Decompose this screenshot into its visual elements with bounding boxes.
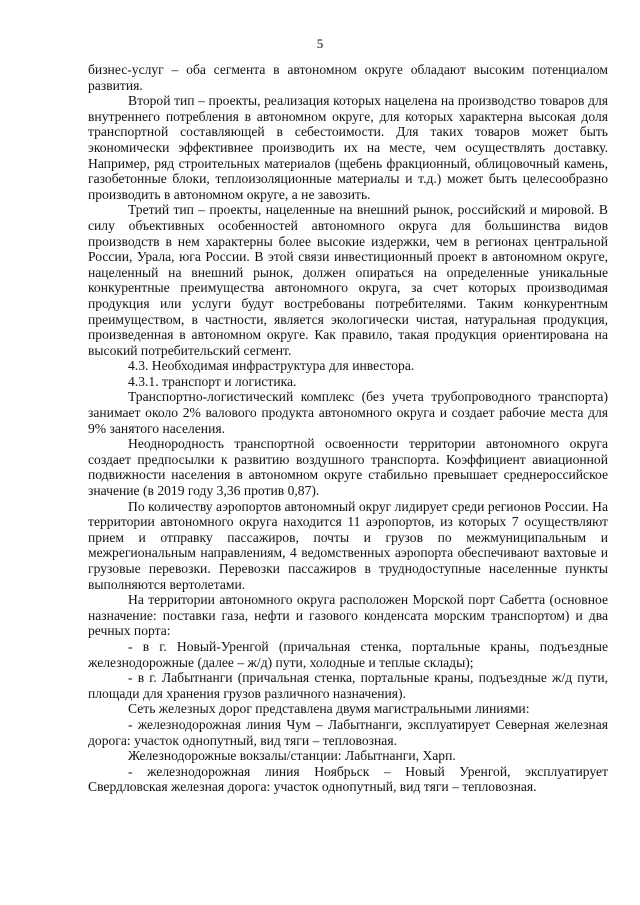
paragraph-transport-complex: Транспортно-логистический комплекс (без учета трубопроводного транспорта) занимает около 2% валового продукта автономного округа и создает рабочие места для 9% занятого населения. [88, 389, 608, 436]
paragraph-airports: По количеству аэропортов автономный округ лидирует среди регионов России. На территории автономного округа находится 11 аэропортов, из которых 7 осуществляют прием и отправку пассажиров, почты и грузов по межмуниципальным и межрегиональным направлениям, 4 ведомственных аэропорта обеспечивают вахтовые и грузовые перевозки. Перевозки пассажиров в труднодоступные населенные пункты выполняются вертолетами. [88, 498, 608, 592]
list-item-labytnangi: - в г. Лабытнанги (причальная стенка, портальные краны, подъездные ж/д пути, площади для хранения грузов различного назначения). [88, 670, 608, 701]
paragraph-air-transport: Неоднородность транспортной освоенности территории автономного округа создает предпосылки к развитию воздушного транспорта. Коэффициент авиационной подвижности населения в автономном округе стабильно превышает среднероссийское значение (в 2019 году 3,36 против 0,87). [88, 436, 608, 499]
document-body [88, 62, 608, 795]
page-number: 5 [316, 36, 324, 51]
paragraph-type-two: Второй тип – проекты, реализация которых нацелена на производство товаров для внутреннего потребления в автономном округе, для которых характерна высокая доля транспортной составляющей в себестоимости. Для таких товаров может быть экономически эффективнее производить их на месте, чем осуществлять доставку. Например, ряд строительных материалов (щебень фракционный, облицовочный камень, газобетонные блоки, теплоизоляционные материалы и т.д.) может быть целесообразно производить в автономном округе, а не завозить. [88, 93, 608, 202]
paragraph-type-three: Третий тип – проекты, нацеленные на внешний рынок, российский и мировой. В силу объективных особенностей автономного округа для большинства видов производств в нем характерны более высокие издержки, чем в регионах центральной России, Урала, юга России. В этой связи инвестиционный проект в автономном округе, нацеленный на внешний рынок, должен опираться на определенные уникальные конкурентные преимущества автономного округа, за счет которых производимая продукция или услуги будут востребованы потребителями. Таким конкурентным преимуществом, в частности, является экологически чистая, натуральная продукция, произведенная в автономном округе. Как правило, такая продукция ориентирована на высокий потребительский сегмент. [88, 202, 608, 358]
subsection-heading-4-3-1: 4.3.1. транспорт и логистика. [128, 373, 297, 389]
section-heading-4-3: 4.3. Необходимая инфраструктура для инвестора. [128, 358, 415, 374]
paragraph-stations: Железнодорожные вокзалы/станции: Лабытнанги, Харп. [128, 748, 456, 764]
paragraph-railways: Сеть железных дорог представлена двумя магистральными линиями: [128, 701, 530, 717]
paragraph-continuation: бизнес-услуг – оба сегмента в автономном округе обладают высоким потенциалом развития. [88, 62, 608, 93]
list-item-novy-urengoy: - в г. Новый-Уренгой (причальная стенка, портальные краны, подъездные железнодорожные (далее – ж/д) пути, холодные и теплые склады); [88, 638, 608, 670]
paragraph-ports: На территории автономного округа расположен Морской порт Сабетта (основное назначение: поставки газа, нефти и газового конденсата морским транспортом) и два речных порта: [88, 592, 608, 639]
list-item-noyabrsk-urengoy: - железнодорожная линия Ноябрьск – Новый Уренгой, эксплуатирует Свердловская железная дорога: участок однопутный, вид тяги – тепловозная. [88, 763, 608, 795]
list-item-chum-labytnangi: - железнодорожная линия Чум – Лабытнанги, эксплуатирует Северная железная дорога: участок однопутный, вид тяги – тепловозная. [88, 716, 608, 748]
